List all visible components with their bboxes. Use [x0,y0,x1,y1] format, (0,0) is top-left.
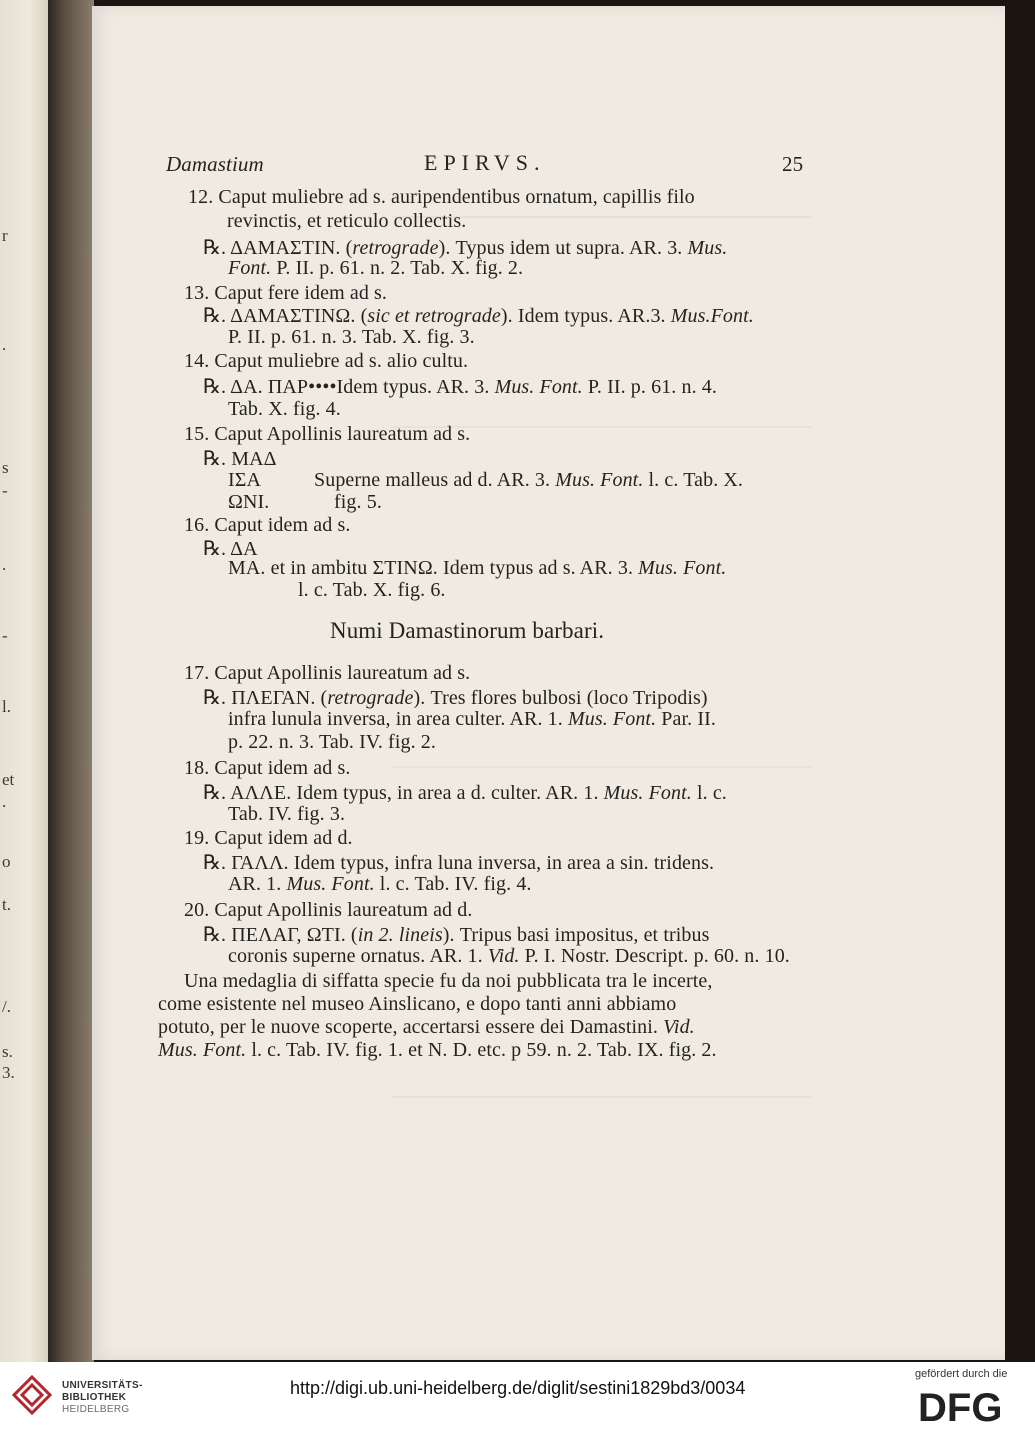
page-fragment: - [2,481,8,500]
text-segment: ℞. ΔΑ. ΠΑΡ••••Idem typus. AR. 3. [203,376,495,398]
text-segment: ΙΣΑ [228,469,262,491]
running-header-title: EPIRVS. [424,150,546,175]
text-segment: ). Tres flores bulbosi (loco Tripodis) [413,687,708,709]
text-segment: Par. II. [656,708,716,730]
text-segment: ℞. ΠΕΛΑΓ, ΩΤΙ. ( [203,924,358,946]
entry-line [203,780,727,805]
entry-line [203,922,709,947]
entry-line [228,257,523,280]
text-segment: potuto, per le nuove scoperte, accertarsi essere dei Damastini. [158,1016,664,1038]
page-fragment: t. [2,895,11,914]
entry-line [184,827,353,850]
text-segment: Numi Damastinorum barbari. [330,618,605,643]
note-line [158,993,676,1016]
text-segment: ΩΝΙ. [228,491,270,513]
text-segment: P. I. Nostr. Descript. p. 60. n. 10. [519,945,790,967]
text-segment: ). Tripus basi impositus, et tribus [442,924,710,946]
text-segment: ). Idem typus. AR.3. [500,305,671,327]
page-fragment: - [2,626,8,645]
text-segment: Tab. IV. fig. 3. [228,803,346,825]
entry-line [227,210,466,233]
institution-line: UNIVERSITÄTS- [62,1380,143,1391]
italic-segment: Vid. [487,945,520,967]
entry-line [203,446,277,471]
page-fragment: . [2,555,7,574]
text-segment: fig. 5. [334,491,382,513]
page-number: 25 [782,152,804,176]
italic-segment: in 2. lineis [357,924,443,946]
italic-segment: Mus. Font. [494,376,583,398]
text-segment: l. c. Tab. IV. fig. 1. et N. D. etc. p 59. n. 2. Tab. IX. fig. 2. [246,1039,717,1061]
text-segment: P. II. p. 61. n. 4. [582,376,718,398]
entry-line [228,708,716,731]
entry-line [228,873,532,896]
text-segment: coronis superne ornatus. AR. 1. [228,945,488,967]
text-segment: 19. Caput idem ad d. [184,827,353,849]
italic-segment: retrograde [352,237,439,259]
page-fragment: et [2,770,15,789]
page-fragment: . [2,792,7,811]
entry-line [228,398,341,421]
entry-line [228,945,790,968]
italic-segment: Mus.Font. [670,305,754,327]
entry-line [228,469,261,492]
page-fragment: l. [2,697,11,716]
page-fragment: 3. [2,1063,15,1082]
page-fragment: s [2,458,9,477]
entry-line [334,491,382,514]
permalink-url[interactable]: http://digi.ub.uni-heidelberg.de/diglit/sestini1829bd3/0034 [290,1378,746,1398]
italic-segment: Mus. Font. [603,782,692,804]
text-segment: ΜΑ. et in ambitu ΣΤΙΝΩ. Idem typus ad s. AR. 3. [228,557,639,579]
text-segment: l. c. Tab. IV. fig. 4. [374,873,532,895]
page-fragment: . [2,335,7,354]
entry-line [184,662,470,685]
text-segment: ℞. ΜΑΔ [203,448,277,470]
section-heading [330,618,604,644]
book-gutter [48,0,94,1362]
text-segment: ℞. ΔΑΜΑΣΤΙΝ. ( [203,237,353,259]
entry-line [203,374,717,399]
text-segment: p. 22. n. 3. Tab. IV. fig. 2. [228,731,436,753]
entry-line [184,757,350,780]
text-segment: P. II. p. 61. n. 2. Tab. X. fig. 2. [271,257,524,279]
entry-line [228,557,726,580]
italic-segment: Mus. Font. [555,469,644,491]
text-segment: 12. Caput muliebre ad s. auripendentibus ornatum, capillis filo [188,186,695,208]
running-header-left: Damastium [166,152,264,176]
entry-line [228,326,475,349]
dfg-logo-text: DFG [918,1388,1003,1426]
note-line [184,970,712,993]
text-segment: infra lunula inversa, in area culter. AR. 1. [228,708,568,730]
entry-line [314,469,743,492]
text-segment: 20. Caput Apollinis laureatum ad d. [184,899,473,921]
italic-segment: Mus. Font. [158,1039,247,1061]
text-segment: ℞. ΔΑ [203,538,258,560]
funding-note: gefördert durch die [915,1368,1008,1380]
entry-line [203,850,714,875]
page-fragment: r [2,226,8,245]
note-line [158,1016,695,1039]
institution-line: BIBLIOTHEK [62,1392,127,1403]
text-segment: ). Typus idem ut supra. AR. 3. [438,237,688,259]
previous-page-edge [0,0,48,1362]
italic-segment: Mus. Font. [567,708,657,730]
italic-segment: sic et retrograde [367,305,501,327]
text-segment: come esistente nel museo Ainslicano, e dopo tanti anni abbiamo [158,993,677,1015]
text-segment: ℞. ΠΛΕΓΑΝ. ( [203,687,328,709]
text-segment: 18. Caput idem ad s. [184,757,351,779]
entry-line [188,186,695,209]
page-fragment: o [2,852,11,871]
text-segment: ℞. ΓΑΛΛ. Idem typus, infra luna inversa, in area a sin. tridens. [203,852,715,874]
text-segment: ℞. ΑΛΛΕ. Idem typus, in area a d. culter. AR. 1. [203,782,604,804]
entry-line [228,803,345,826]
text-segment: l. c. Tab. X. [643,469,744,491]
text-segment: 13. Caput fere idem ad s. [184,282,387,304]
italic-segment: Font. [228,257,272,279]
text-segment: l. c. Tab. X. fig. 6. [298,579,446,601]
dfg-logo-icon [918,1388,1024,1426]
entry-line [184,423,470,446]
text-segment: 17. Caput Apollinis laureatum ad s. [184,662,471,684]
text-segment: 15. Caput Apollinis laureatum ad s. [184,423,471,445]
text-segment: 14. Caput muliebre ad s. alio cultu. [184,350,469,372]
text-segment: AR. 1. [228,873,287,895]
university-library-logo-icon [12,1375,52,1415]
page-fragment: s. [2,1042,13,1061]
institution-line: HEIDELBERG [62,1404,130,1415]
page-fragment: /. [2,997,11,1016]
entry-line [228,731,436,754]
entry-line [228,491,269,514]
italic-segment: Mus. Font. [286,873,375,895]
text-segment: P. II. p. 61. n. 3. Tab. X. fig. 3. [228,326,475,348]
entry-line [184,514,350,537]
text-segment: Superne malleus ad d. AR. 3. [314,469,556,491]
note-line [158,1039,717,1062]
entry-line [298,579,446,602]
entry-line [203,685,708,710]
entry-line [203,303,754,328]
text-segment: 16. Caput idem ad s. [184,514,351,536]
text-segment: l. c. [691,782,727,804]
entry-line [184,350,468,373]
entry-line [184,282,387,305]
italic-segment: retrograde [327,687,414,709]
italic-segment: Mus. [687,237,728,259]
entry-line [184,899,472,922]
italic-segment: Mus. Font. [638,557,727,579]
text-segment: Tab. X. fig. 4. [228,398,341,420]
text-segment: revinctis, et reticulo collectis. [227,210,467,232]
text-segment: ℞. ΔΑΜΑΣΤΙΝΩ. ( [203,305,368,327]
text-segment: Una medaglia di siffatta specie fu da noi pubblicata tra le incerte, [184,970,713,992]
italic-segment: Vid. [663,1016,695,1038]
